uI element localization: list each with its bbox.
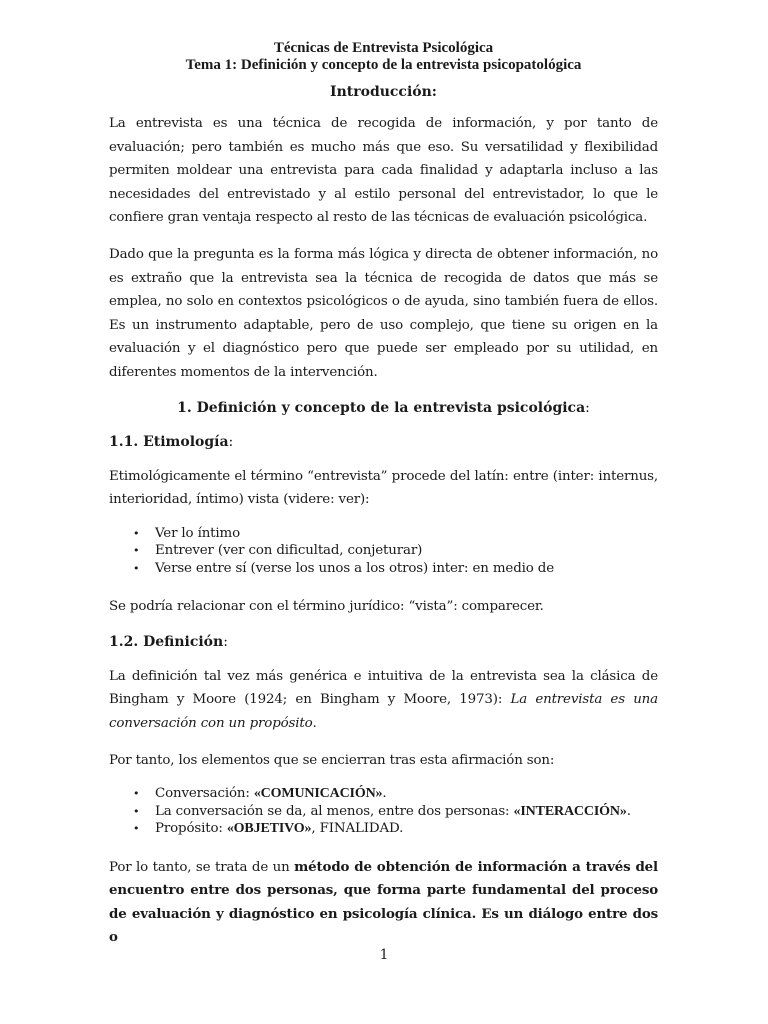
conclusion-paragraph: Por lo tanto, se trata de un método de obtención de información a través del encuentro entre dos personas, que forma parte fundamental del proceso de evaluación y diagnóstico en psicología clínica. Es un diálogo entre dos o [109, 858, 658, 946]
page-number: 1 [379, 947, 389, 963]
etimologia-paragraph: Etimológicamente el término “entrevista” procede del latín: entre (inter: internus, interioridad, íntimo) vista (videre: ver): [109, 468, 658, 508]
list-item: • Verse entre sí (verse los unos a los otros) inter: en medio de [155, 560, 658, 578]
etimologia-heading: 1.1. Etimología: [109, 433, 234, 450]
topic-title: Tema 1: Definición y concepto de la entrevista psicopatológica [185, 57, 582, 73]
etimologia-list [109, 525, 658, 578]
intro-paragraph-1: La entrevista es una técnica de recogida de información, y por tanto de evaluación; pero también es mucho más que eso. Su versatilidad y flexibilidad permiten moldear una entrevista para cada finalidad y adaptarla incluso a las necesidades del entrevistado y al estilo personal del entrevistador, lo que le confiere gran ventaja respecto al resto de las técnicas de evaluación psicológica. [109, 116, 658, 226]
elementos-paragraph: Por tanto, los elementos que se encierran tras esta afirmación son: [109, 752, 555, 768]
course-title: Técnicas de Entrevista Psicológica [273, 40, 494, 56]
elementos-list [109, 785, 658, 838]
section-1-heading: 1. Definición y concepto de la entrevista psicológica: [177, 399, 590, 416]
intro-heading: Introducción: [330, 84, 437, 100]
list-item: • La conversación se da, al menos, entre dos personas: «INTERACCIÓN». [155, 803, 658, 821]
list-item: • Conversación: «COMUNICACIÓN». [155, 785, 658, 803]
list-item: • Propósito: «OBJETIVO», FINALIDAD. [155, 820, 658, 838]
bingham-quote: La entrevista es una conversación con un propósito [109, 692, 658, 731]
definicion-heading: 1.2. Definición: [109, 633, 228, 650]
juridico-paragraph: Se podría relacionar con el término jurídico: “vista”: comparecer. [109, 599, 544, 615]
intro-paragraph-2: Dado que la pregunta es la forma más lógica y directa de obtener información, no es extraño que la entrevista sea la técnica de recogida de datos que más se emplea, no solo en contextos psicológicos o de ayuda, sino también fuera de ellos. Es un instrumento adaptable, pero de uso complejo, que tiene su origen en la evaluación y el diagnóstico pero que puede ser empleado por su utilidad, en diferentes momentos de la intervención. [109, 246, 658, 380]
definicion-paragraph: La definición tal vez más genérica e intuitiva de la entrevista sea la clásica de Bingham y Moore (1924; en Bingham y Moore, 1973): La entrevista es una conversación con un propósito. [109, 668, 658, 731]
list-item: • Ver lo íntimo [155, 525, 658, 543]
document-header [109, 40, 658, 74]
list-item: • Entrever (ver con dificultad, conjeturar) [155, 542, 658, 560]
